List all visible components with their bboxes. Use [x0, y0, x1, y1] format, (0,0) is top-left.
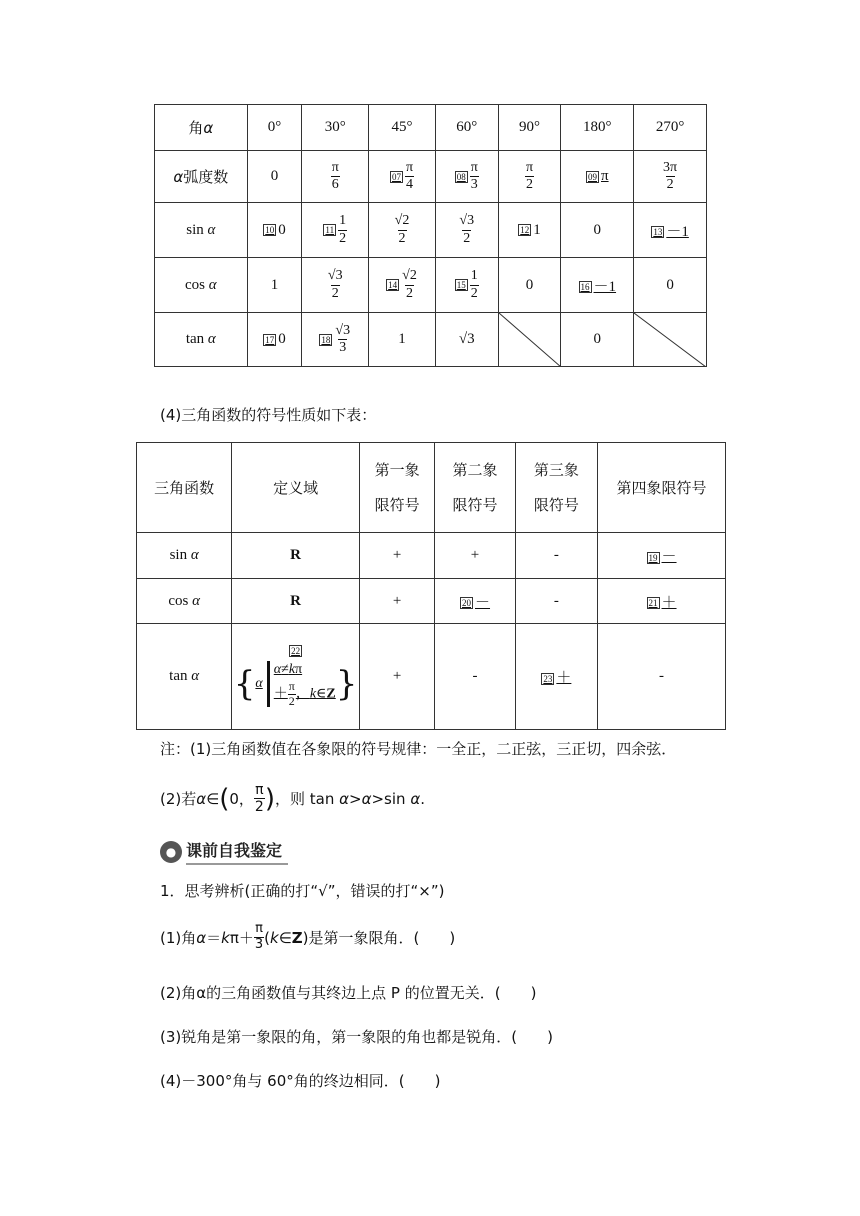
h-q3: 第三象 限符号: [515, 443, 597, 533]
question-1-item-4: (4)－300°角与 60°角的终边相同．( ): [160, 1072, 441, 1090]
question-1-item-3: (3)锐角是第一象限的角，第一象限的角也都是锐角．( ): [160, 1028, 553, 1046]
h-domain: 定义域: [232, 443, 360, 533]
sin-q4: 19 －: [598, 533, 726, 579]
rad-30: $\frac{\pi}{6}$: [302, 151, 369, 203]
cos-0: 1: [247, 258, 302, 313]
trig-values-table: [154, 104, 707, 367]
h-fn: 三角函数: [137, 443, 232, 533]
rad-90: $\frac{\pi}{2}$: [498, 151, 561, 203]
tan-q2: -: [435, 624, 515, 730]
header-90: 90°: [498, 105, 561, 151]
header-30: 30°: [302, 105, 369, 151]
tan-270-undefined: [634, 313, 707, 367]
cos-q3: -: [515, 579, 597, 624]
question-1-title: 1．思考辨析(正确的打“√”，错误的打“×”): [160, 882, 445, 900]
cos-q1: +: [359, 579, 434, 624]
h-q2: 第二象 限符号: [435, 443, 515, 533]
tan-180: 0: [561, 313, 634, 367]
rad-60: 08 $\frac{\pi}{3}$: [435, 151, 498, 203]
header-60: 60°: [435, 105, 498, 151]
sin-45: $\frac{√2}{2}$: [369, 203, 436, 258]
rad-180: 09 π: [561, 151, 634, 203]
diagonal-slash: [634, 313, 706, 367]
header-45: 45°: [369, 105, 436, 151]
section-heading-text: 课前自我鉴定: [186, 838, 288, 865]
cos-q2: 20 －: [435, 579, 515, 624]
tan-q1: +: [359, 624, 434, 730]
header-180: 180°: [561, 105, 634, 151]
tan-90-undefined: [498, 313, 561, 367]
question-1-item-1: (1)角α＝kπ＋ $\frac{\pi}{3}$ (k∈Z)是第一象限角．( ): [160, 921, 456, 952]
tan-0: 17 0: [247, 313, 302, 367]
section4-title: (4)三角函数的符号性质如下表：: [160, 406, 377, 424]
tan-fn: tan α: [137, 624, 232, 730]
cos-label: cos α: [155, 258, 248, 313]
cos-45: 14 $\frac{√2}{2}$: [369, 258, 436, 313]
rad-0: 0: [247, 151, 302, 203]
rad-label: α弧度数: [155, 151, 248, 203]
cos-domain: R: [232, 579, 360, 624]
cos-fn: cos α: [137, 579, 232, 624]
diagonal-slash: [499, 313, 561, 367]
sin-30: 11 $\frac{1}{2}$: [302, 203, 369, 258]
note-1: 注：(1)三角函数值在各象限的符号规律：一全正，二正弦，三正切，四余弦．: [160, 740, 677, 758]
h-q4: 第四象限符号: [598, 443, 726, 533]
tan-60: √3: [435, 313, 498, 367]
sin-fn: sin α: [137, 533, 232, 579]
tan-q3: 23 ＋: [515, 624, 597, 730]
cos-30: $\frac{√3}{2}$: [302, 258, 369, 313]
tan-30: 18 $\frac{√3}{3}$: [302, 313, 369, 367]
header-270: 270°: [634, 105, 707, 151]
header-0: 0°: [247, 105, 302, 151]
note-2: (2)若α∈ ( 0， $\frac{\pi}{2}$ ) ，则 tan α>α>sin α.: [160, 782, 425, 816]
sin-60: $\frac{√3}{2}$: [435, 203, 498, 258]
question-1-item-2: (2)角α的三角函数值与其终边上点 P 的位置无关．( ): [160, 984, 537, 1002]
cos-90: 0: [498, 258, 561, 313]
tan-q4: -: [598, 624, 726, 730]
sin-domain: R: [232, 533, 360, 579]
sin-180: 0: [561, 203, 634, 258]
sin-q3: -: [515, 533, 597, 579]
rad-270: $\frac{3\pi}{2}$: [634, 151, 707, 203]
sin-0: 10 0: [247, 203, 302, 258]
section-badge-icon: ●: [160, 841, 182, 863]
tan-domain: 22 { α α≠kπ ＋ $\frac{\pi}{2}$ ，k∈Z }: [232, 624, 360, 730]
sin-270: 13 －1: [634, 203, 707, 258]
header-angle: 角α: [155, 105, 248, 151]
trig-sign-table: [136, 442, 726, 730]
cos-60: 15 $\frac{1}{2}$: [435, 258, 498, 313]
h-q1: 第一象 限符号: [359, 443, 434, 533]
tan-label: tan α: [155, 313, 248, 367]
tan-45: 1: [369, 313, 436, 367]
sin-90: 12 1: [498, 203, 561, 258]
sin-q1: +: [359, 533, 434, 579]
sin-q2: +: [435, 533, 515, 579]
cos-180: 16 －1: [561, 258, 634, 313]
rad-45: 07 $\frac{\pi}{4}$: [369, 151, 436, 203]
cos-q4: 21 ＋: [598, 579, 726, 624]
cos-270: 0: [634, 258, 707, 313]
sin-label: sin α: [155, 203, 248, 258]
section-heading: [160, 838, 288, 865]
